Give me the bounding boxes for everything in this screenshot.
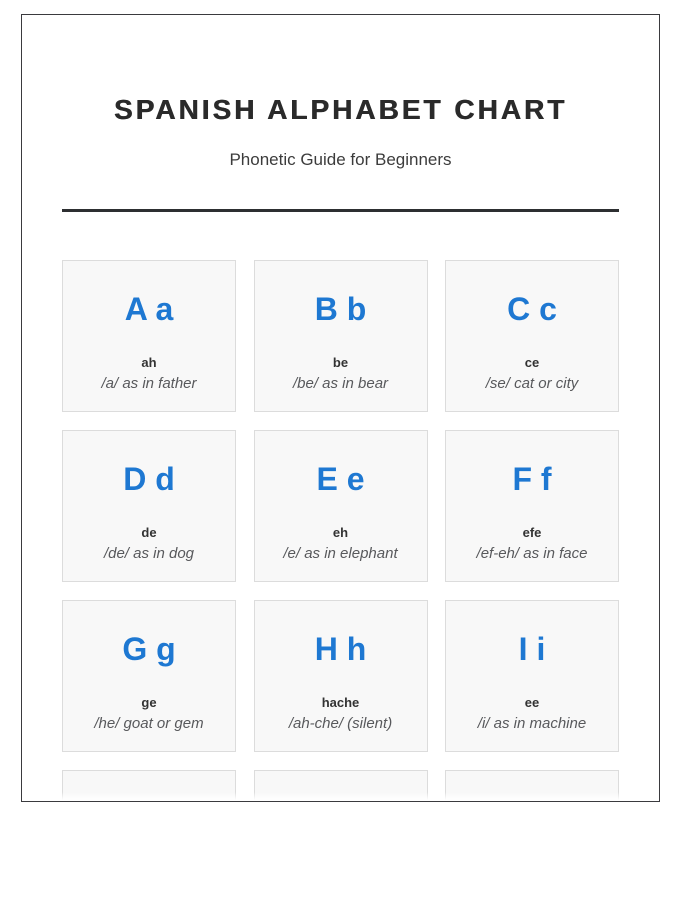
letter-hint: /se/ cat or city xyxy=(485,375,579,392)
letter-name: ee xyxy=(524,695,540,710)
letter-card-partial xyxy=(254,770,428,802)
alphabet-grid xyxy=(62,260,619,802)
document-page xyxy=(21,14,660,802)
page-subtitle: Phonetic Guide for Beginners xyxy=(229,150,452,169)
letter-card-partial xyxy=(445,770,619,802)
letter-card xyxy=(254,600,428,752)
letter-card xyxy=(62,260,236,412)
letter-pair: E e xyxy=(316,461,365,497)
letter-card xyxy=(445,600,619,752)
letter-hint: /a/ as in father xyxy=(101,375,197,392)
letter-card xyxy=(445,260,619,412)
letter-hint: /i/ as in machine xyxy=(477,715,587,732)
letter-pair: H h xyxy=(314,631,367,667)
letter-pair: G g xyxy=(122,631,176,667)
letter-name: hache xyxy=(321,695,360,710)
letter-name: ce xyxy=(524,355,540,370)
letter-pair: C c xyxy=(507,291,557,327)
letter-card xyxy=(62,600,236,752)
letter-hint: /be/ as in bear xyxy=(292,375,389,392)
letter-pair: A a xyxy=(124,291,174,327)
letter-card xyxy=(254,260,428,412)
header-divider xyxy=(62,209,619,212)
letter-name: efe xyxy=(522,525,542,540)
letter-name: ah xyxy=(141,355,157,370)
letter-pair: D d xyxy=(123,461,175,497)
letter-hint: /e/ as in elephant xyxy=(283,545,398,562)
letter-name: de xyxy=(141,525,157,540)
letter-hint: /de/ as in dog xyxy=(103,545,195,562)
letter-card xyxy=(254,430,428,582)
letter-pair: B b xyxy=(314,291,367,327)
letter-pair: F f xyxy=(512,461,552,497)
letter-card xyxy=(445,430,619,582)
letter-card-partial xyxy=(62,770,236,802)
letter-hint: /he/ goat or gem xyxy=(94,715,204,732)
letter-pair: I i xyxy=(518,631,546,667)
letter-card xyxy=(62,430,236,582)
letter-name: eh xyxy=(332,525,349,540)
letter-hint: /ef-eh/ as in face xyxy=(476,545,588,562)
letter-hint: /ah-che/ (silent) xyxy=(288,715,393,732)
page-title: SPANISH ALPHABET CHART xyxy=(113,94,568,125)
letter-name: ge xyxy=(141,695,157,710)
letter-name: be xyxy=(332,355,349,370)
